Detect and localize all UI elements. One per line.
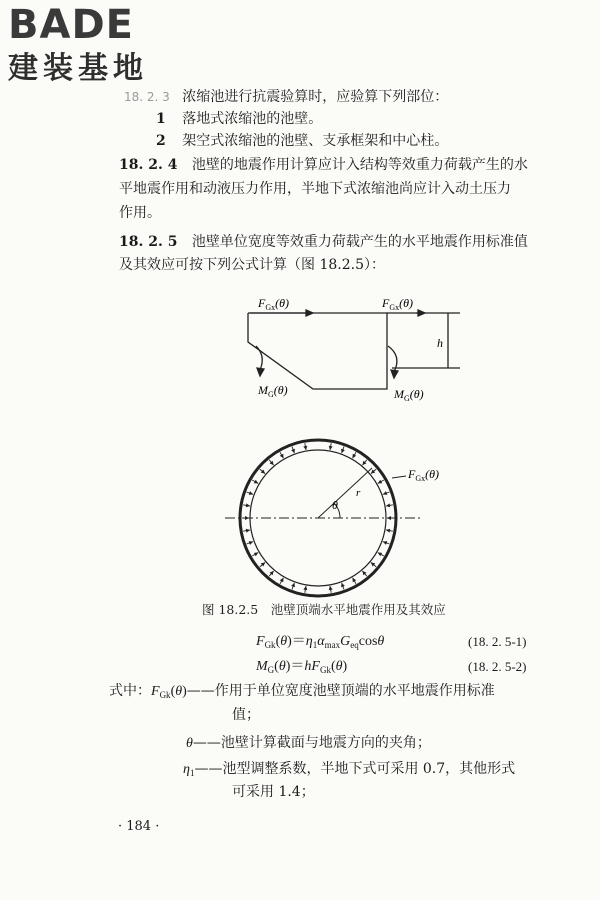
list-item-number: 1 bbox=[156, 111, 166, 127]
list-item-text: 架空式浓缩池的池壁、支承框架和中心柱。 bbox=[182, 133, 449, 149]
load-arrow-head bbox=[303, 586, 307, 590]
load-arrow-head bbox=[246, 503, 250, 507]
page-number: · 184 · bbox=[118, 819, 160, 834]
equation-1-number: (18. 2. 5-1) bbox=[468, 634, 527, 649]
theta-symbol: θ bbox=[186, 736, 193, 751]
force-label-plan: $F_{Gx}(\theta)$ bbox=[408, 467, 440, 483]
definition-FGk bbox=[109, 680, 495, 706]
section-18-2-5-line2: 及其效应可按下列公式计算（图 18.2.5）： bbox=[119, 257, 385, 273]
section-text: 池壁的地震作用计算应计入结构等效重力荷载产生的水 bbox=[191, 157, 528, 173]
moment-label-right: $M_G(\theta)$ bbox=[394, 387, 424, 403]
load-arrow-head bbox=[329, 586, 333, 590]
h-label: h bbox=[437, 336, 443, 350]
load-arrow-head bbox=[246, 529, 250, 533]
load-arrow-head bbox=[386, 529, 390, 533]
section-number: 18. 2. 5 bbox=[119, 234, 178, 250]
definitions-intro: 式中： bbox=[109, 683, 151, 699]
definition-eta-cont: 可采用 1.4； bbox=[232, 784, 315, 800]
theta-label: θ bbox=[332, 498, 338, 512]
section-text: 池壁单位宽度等效重力荷载产生的水平地震作用标准值 bbox=[191, 234, 528, 250]
load-arrow-head bbox=[329, 446, 333, 450]
FGk-symbol: $F_{Gk}(\theta)$ bbox=[151, 684, 187, 700]
force-label-left: $F_{Gx}(\theta)$ bbox=[258, 296, 290, 312]
definition-FGk-cont: 值； bbox=[232, 707, 260, 723]
section-18-2-4-line3: 作用。 bbox=[119, 205, 161, 221]
section-text: 浓缩池进行抗震验算时，应验算下列部位： bbox=[182, 89, 449, 105]
theta-description: ——池壁计算截面与地震方向的夹角； bbox=[192, 735, 431, 751]
section-18-2-4-line2: 平地震作用和动液压力作用，半地下式浓缩池尚应计入动土压力 bbox=[119, 181, 511, 197]
equation-2: $M_G(\theta)=hF_{Gk}(\theta)$ bbox=[256, 659, 348, 675]
radius-line bbox=[318, 468, 372, 518]
load-arrow-head bbox=[303, 446, 307, 450]
list-item-number: 2 bbox=[156, 133, 166, 149]
equation-1: $F_{Gk}(\theta)=\eta_1\alpha_{max}G_{eq}\cos\theta$ bbox=[256, 634, 385, 650]
brand-logo-cjk: 建装基地 bbox=[8, 51, 148, 86]
r-label: r bbox=[356, 487, 361, 499]
equation-2-number: (18. 2. 5-2) bbox=[468, 659, 527, 674]
eta-description: ——池型调整系数，半地下式可采用 0.7，其他形式 bbox=[194, 761, 516, 777]
definition-theta bbox=[186, 732, 431, 755]
section-number: 18. 2. 3 bbox=[124, 90, 170, 104]
force-leader bbox=[392, 476, 406, 478]
brand-logo-latin: BADE bbox=[8, 2, 134, 48]
load-arrow-head bbox=[386, 503, 390, 507]
moment-label-left: $M_G(\theta)$ bbox=[258, 383, 288, 399]
load-arrow-head bbox=[245, 516, 249, 520]
section-number: 18. 2. 4 bbox=[119, 157, 178, 173]
list-item-text: 落地式浓缩池的池壁。 bbox=[182, 111, 323, 127]
eta-symbol: $\eta_1$ bbox=[183, 762, 195, 778]
figure-caption: 图 18.2.5 池壁顶端水平地震作用及其效应 bbox=[202, 602, 446, 617]
FGk-description: ——作用于单位宽度池壁顶端的水平地震作用标准 bbox=[186, 683, 495, 699]
load-arrow-head bbox=[387, 516, 391, 520]
force-label-right: $F_{Gx}(\theta)$ bbox=[382, 296, 414, 312]
